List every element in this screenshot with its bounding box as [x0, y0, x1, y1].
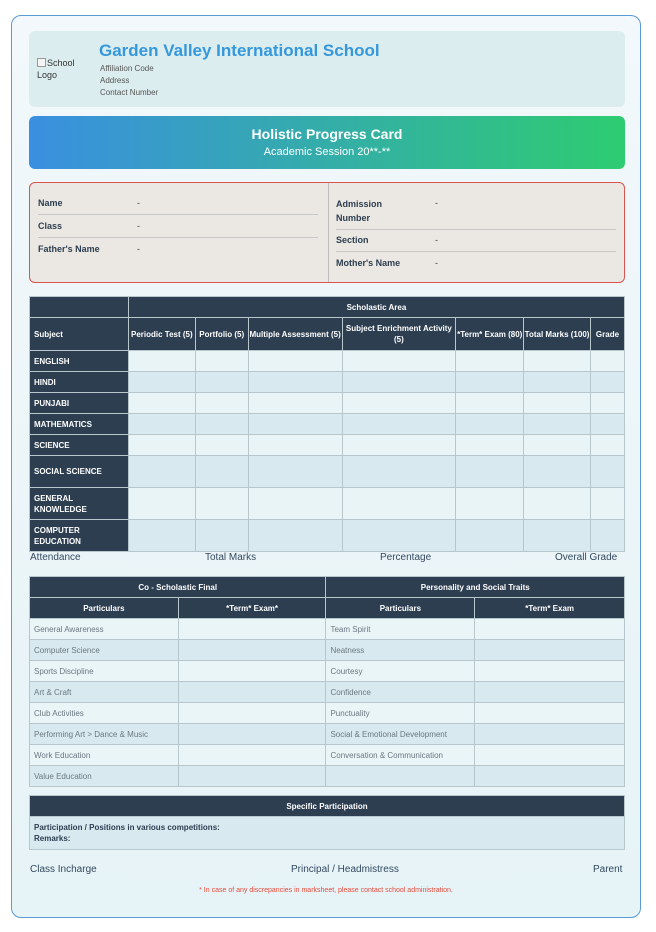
subject-name: COMPUTER EDUCATION [30, 520, 129, 552]
school-logo [37, 57, 89, 87]
marks-cell[interactable] [590, 456, 624, 488]
marks-cell[interactable] [195, 351, 248, 372]
marks-cell[interactable] [590, 372, 624, 393]
subject-name: SCIENCE [30, 435, 129, 456]
remarks-line: Remarks: [34, 834, 71, 843]
co-scholastic-row [30, 682, 625, 703]
marks-cell[interactable] [524, 520, 591, 552]
marks-cell[interactable] [195, 435, 248, 456]
marks-cell[interactable] [248, 488, 342, 520]
marks-cell[interactable] [128, 351, 195, 372]
co-scholastic-row [30, 640, 625, 661]
subject-row [30, 393, 625, 414]
marks-cell[interactable] [524, 435, 591, 456]
marks-cell[interactable] [342, 456, 456, 488]
personality-item: Conversation & Communication [326, 745, 475, 766]
admission-value: - [435, 198, 438, 208]
marks-cell[interactable] [524, 456, 591, 488]
marks-cell[interactable] [195, 488, 248, 520]
personality-item: Team Spirit [326, 619, 475, 640]
co-particulars-header: Particulars [30, 598, 179, 619]
co-scholastic-item: Sports Discipline [30, 661, 179, 682]
co-scholastic-item: Performing Art > Dance & Music [30, 724, 179, 745]
co-scholastic-row [30, 724, 625, 745]
subject-row [30, 372, 625, 393]
row-rule [38, 237, 318, 238]
school-name: Garden Valley International School [99, 41, 380, 60]
personality-grade[interactable] [475, 703, 625, 724]
marks-cell[interactable] [195, 372, 248, 393]
marks-cell[interactable] [248, 435, 342, 456]
subject-name: PUNJABI [30, 393, 129, 414]
personality-grade[interactable] [475, 640, 625, 661]
marks-cell[interactable] [128, 372, 195, 393]
class-label: Class [38, 221, 63, 231]
marks-cell[interactable] [590, 435, 624, 456]
personality-header: Personality and Social Traits [326, 577, 625, 598]
co-scholastic-grade[interactable] [178, 640, 326, 661]
scholastic-area-header: Scholastic Area [128, 297, 624, 318]
marks-cell[interactable] [342, 435, 456, 456]
column-header: Grade [590, 318, 624, 351]
marks-cell[interactable] [524, 393, 591, 414]
column-header: Periodic Test (5) [128, 318, 195, 351]
parent-signature: Parent [593, 864, 623, 875]
overall-grade-label: Overall Grade [555, 552, 618, 563]
subject-name: MATHEMATICS [30, 414, 129, 435]
participation-line: Participation / Positions in various competitions: [34, 823, 220, 832]
marks-cell[interactable] [342, 414, 456, 435]
personality-grade[interactable] [475, 724, 625, 745]
father-name-value: - [137, 244, 140, 254]
marks-cell[interactable] [128, 488, 195, 520]
row-rule [38, 214, 318, 215]
corner-cell [30, 297, 129, 318]
marks-cell[interactable] [456, 372, 524, 393]
row-rule [336, 251, 616, 252]
personality-grade[interactable] [475, 682, 625, 703]
marks-cell[interactable] [248, 372, 342, 393]
co-scholastic-row [30, 619, 625, 640]
participation-table [29, 795, 625, 850]
marks-cell[interactable] [590, 393, 624, 414]
subject-row [30, 488, 625, 520]
personality-exam-header: *Term* Exam [475, 598, 625, 619]
co-scholastic-grade[interactable] [178, 703, 326, 724]
marks-cell[interactable] [195, 414, 248, 435]
academic-session: Academic Session 20**-** [263, 146, 391, 158]
co-scholastic-item: Value Education [30, 766, 179, 787]
class-value: - [137, 221, 140, 231]
personality-grade[interactable] [475, 745, 625, 766]
percentage-label: Percentage [380, 552, 432, 563]
co-scholastic-row [30, 703, 625, 724]
co-scholastic-item: Art & Craft [30, 682, 179, 703]
co-scholastic-row [30, 766, 625, 787]
personality-grade[interactable] [475, 661, 625, 682]
subject-name: ENGLISH [30, 351, 129, 372]
subject-name: GENERAL KNOWLEDGE [30, 488, 129, 520]
co-scholastic-grade[interactable] [178, 682, 326, 703]
marks-cell[interactable] [590, 351, 624, 372]
father-name-label: Father's Name [38, 244, 100, 254]
admission-label: Admission Number [336, 199, 383, 223]
marks-cell[interactable] [342, 372, 456, 393]
personality-item: Social & Emotional Development [326, 724, 475, 745]
footer-note: * In case of any discrepancies in marksheet, please contact school administration. [199, 887, 453, 894]
marks-cell[interactable] [342, 393, 456, 414]
marks-cell[interactable] [342, 351, 456, 372]
personality-item [326, 766, 475, 787]
marks-cell[interactable] [524, 372, 591, 393]
marks-cell[interactable] [248, 520, 342, 552]
marks-cell[interactable] [456, 435, 524, 456]
marks-cell[interactable] [342, 488, 456, 520]
scholastic-table [29, 296, 625, 552]
section-label: Section [336, 235, 369, 245]
co-scholastic-row [30, 661, 625, 682]
co-scholastic-grade[interactable] [178, 724, 326, 745]
attendance-label: Attendance [30, 552, 81, 563]
marks-cell[interactable] [456, 520, 524, 552]
marks-cell[interactable] [456, 488, 524, 520]
co-scholastic-header: Co - Scholastic Final [30, 577, 326, 598]
name-label: Name [38, 198, 63, 208]
marks-cell[interactable] [128, 414, 195, 435]
section-value: - [435, 235, 438, 245]
co-scholastic-grade[interactable] [178, 766, 326, 787]
column-header: Portfolio (5) [195, 318, 248, 351]
marks-cell[interactable] [590, 520, 624, 552]
participation-cell [30, 817, 625, 850]
card-title: Holistic Progress Card [251, 126, 403, 142]
mother-name-value: - [435, 258, 438, 268]
marks-cell[interactable] [456, 351, 524, 372]
title-banner [29, 116, 625, 169]
marks-cell[interactable] [248, 351, 342, 372]
co-scholastic-table [29, 576, 625, 787]
column-header: Multiple Assessment (5) [248, 318, 342, 351]
marks-cell[interactable] [128, 435, 195, 456]
school-header [29, 31, 625, 107]
marks-cell[interactable] [248, 414, 342, 435]
participation-header: Specific Participation [30, 796, 625, 817]
marks-cell[interactable] [524, 414, 591, 435]
column-header: *Term* Exam (80) [456, 318, 524, 351]
affiliation-code: Affiliation Code [100, 64, 154, 73]
subject-row [30, 435, 625, 456]
column-header: Total Marks (100) [524, 318, 591, 351]
row-rule [336, 229, 616, 230]
co-scholastic-item: Work Education [30, 745, 179, 766]
co-scholastic-grade[interactable] [178, 619, 326, 640]
co-scholastic-item: General Awareness [30, 619, 179, 640]
subject-row [30, 414, 625, 435]
personality-grade[interactable] [475, 619, 625, 640]
subject-name: HINDI [30, 372, 129, 393]
contact-number: Contact Number [100, 88, 159, 97]
personality-item: Confidence [326, 682, 475, 703]
column-header: Subject Enrichment Activity (5) [342, 318, 456, 351]
school-meta [100, 63, 158, 99]
marks-cell[interactable] [128, 393, 195, 414]
marks-cell[interactable] [342, 520, 456, 552]
marks-cell[interactable] [128, 456, 195, 488]
broken-image-icon [37, 58, 46, 67]
co-scholastic-item: Club Activities [30, 703, 179, 724]
progress-card [11, 15, 641, 918]
personality-grade[interactable] [475, 766, 625, 787]
marks-cell[interactable] [524, 488, 591, 520]
co-scholastic-grade[interactable] [178, 661, 326, 682]
school-address: Address [100, 76, 130, 85]
marks-cell[interactable] [128, 520, 195, 552]
class-incharge-signature: Class Incharge [30, 864, 97, 875]
student-info [29, 182, 625, 283]
co-exam-header: *Term* Exam* [178, 598, 326, 619]
info-divider [328, 183, 329, 282]
subject-row [30, 520, 625, 552]
personality-particulars-header: Particulars [326, 598, 475, 619]
co-scholastic-item: Computer Science [30, 640, 179, 661]
marks-cell[interactable] [590, 414, 624, 435]
marks-cell[interactable] [524, 351, 591, 372]
personality-item: Neatness [326, 640, 475, 661]
co-scholastic-grade[interactable] [178, 745, 326, 766]
marks-cell[interactable] [456, 414, 524, 435]
subject-row [30, 351, 625, 372]
personality-item: Courtesy [326, 661, 475, 682]
school-logo-alt: School Logo [37, 58, 75, 80]
marks-cell[interactable] [456, 456, 524, 488]
marks-cell[interactable] [248, 393, 342, 414]
personality-item: Punctuality [326, 703, 475, 724]
marks-cell[interactable] [195, 520, 248, 552]
marks-cell[interactable] [590, 488, 624, 520]
co-scholastic-row [30, 745, 625, 766]
mother-name-label: Mother's Name [336, 258, 401, 268]
total-marks-label: Total Marks [205, 552, 257, 563]
subject-row [30, 456, 625, 488]
marks-cell[interactable] [195, 456, 248, 488]
name-value: - [137, 198, 140, 208]
principal-signature: Principal / Headmistress [291, 864, 399, 875]
marks-cell[interactable] [456, 393, 524, 414]
subject-header: Subject [30, 318, 129, 351]
subject-name: SOCIAL SCIENCE [30, 456, 129, 488]
marks-cell[interactable] [195, 393, 248, 414]
marks-cell[interactable] [248, 456, 342, 488]
